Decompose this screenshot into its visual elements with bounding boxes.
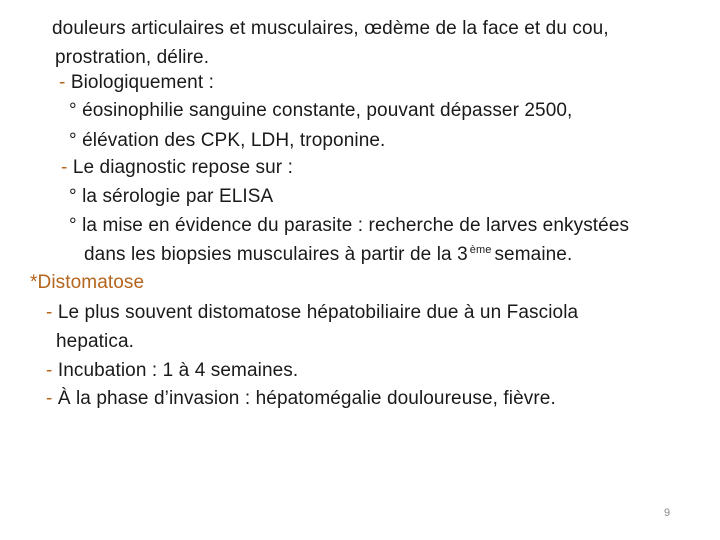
sub-item-text-end: semaine. (494, 244, 573, 265)
dash-bullet: - (59, 72, 66, 93)
sub-item-serologie (69, 186, 273, 208)
bullet-text: Incubation : 1 à 4 semaines. (52, 360, 299, 381)
text-line-symptoms-continued (55, 47, 209, 69)
bullet-diagnostic (61, 157, 293, 179)
bullet-incubation (46, 360, 298, 382)
symptoms-text: douleurs articulaires et musculaires, œdème de la face et du cou, (52, 18, 609, 39)
text-line-symptoms (52, 18, 609, 40)
sub-item-text: ° élévation des CPK, LDH, troponine. (69, 130, 386, 151)
bullet-biologiquement (59, 72, 214, 94)
sub-item-mise-en-evidence (69, 215, 629, 237)
asterisk-marker: * (30, 272, 38, 293)
text-line-hepatica (56, 331, 134, 353)
bullet-text: Le plus souvent distomatose hépatobiliaire due à un Fasciola (52, 302, 579, 323)
sub-item-eosinophilie (69, 100, 572, 122)
dash-bullet: - (46, 388, 53, 409)
sub-item-text: ° éosinophilie sanguine constante, pouvant dépasser 2500, (69, 100, 573, 121)
bullet-text: Biologiquement : (65, 72, 214, 93)
section-heading-distomatose (30, 272, 144, 294)
dash-bullet: - (46, 302, 53, 323)
dash-bullet: - (46, 360, 53, 381)
sub-item-text: ° la mise en évidence du parasite : recherche de larves enkystées (69, 215, 630, 236)
superscript-eme: ème (469, 244, 492, 256)
sub-item-text: dans les biopsies musculaires à partir de la 3 (84, 244, 468, 265)
section-heading-text: Distomatose (37, 272, 145, 293)
bullet-text: À la phase d’invasion : hépatomégalie douloureuse, fièvre. (52, 388, 556, 409)
bullet-fasciola (46, 302, 578, 324)
bullet-text: Le diagnostic repose sur : (67, 157, 293, 178)
sub-item-elevation (69, 130, 385, 152)
page-number: 9 (664, 507, 671, 519)
symptoms-continued-text: prostration, délire. (55, 47, 210, 68)
sub-item-text: ° la sérologie par ELISA (69, 186, 274, 207)
continued-text: hepatica. (56, 331, 135, 352)
bullet-phase-invasion (46, 388, 556, 410)
dash-bullet: - (61, 157, 68, 178)
sub-item-biopsies (84, 244, 572, 268)
